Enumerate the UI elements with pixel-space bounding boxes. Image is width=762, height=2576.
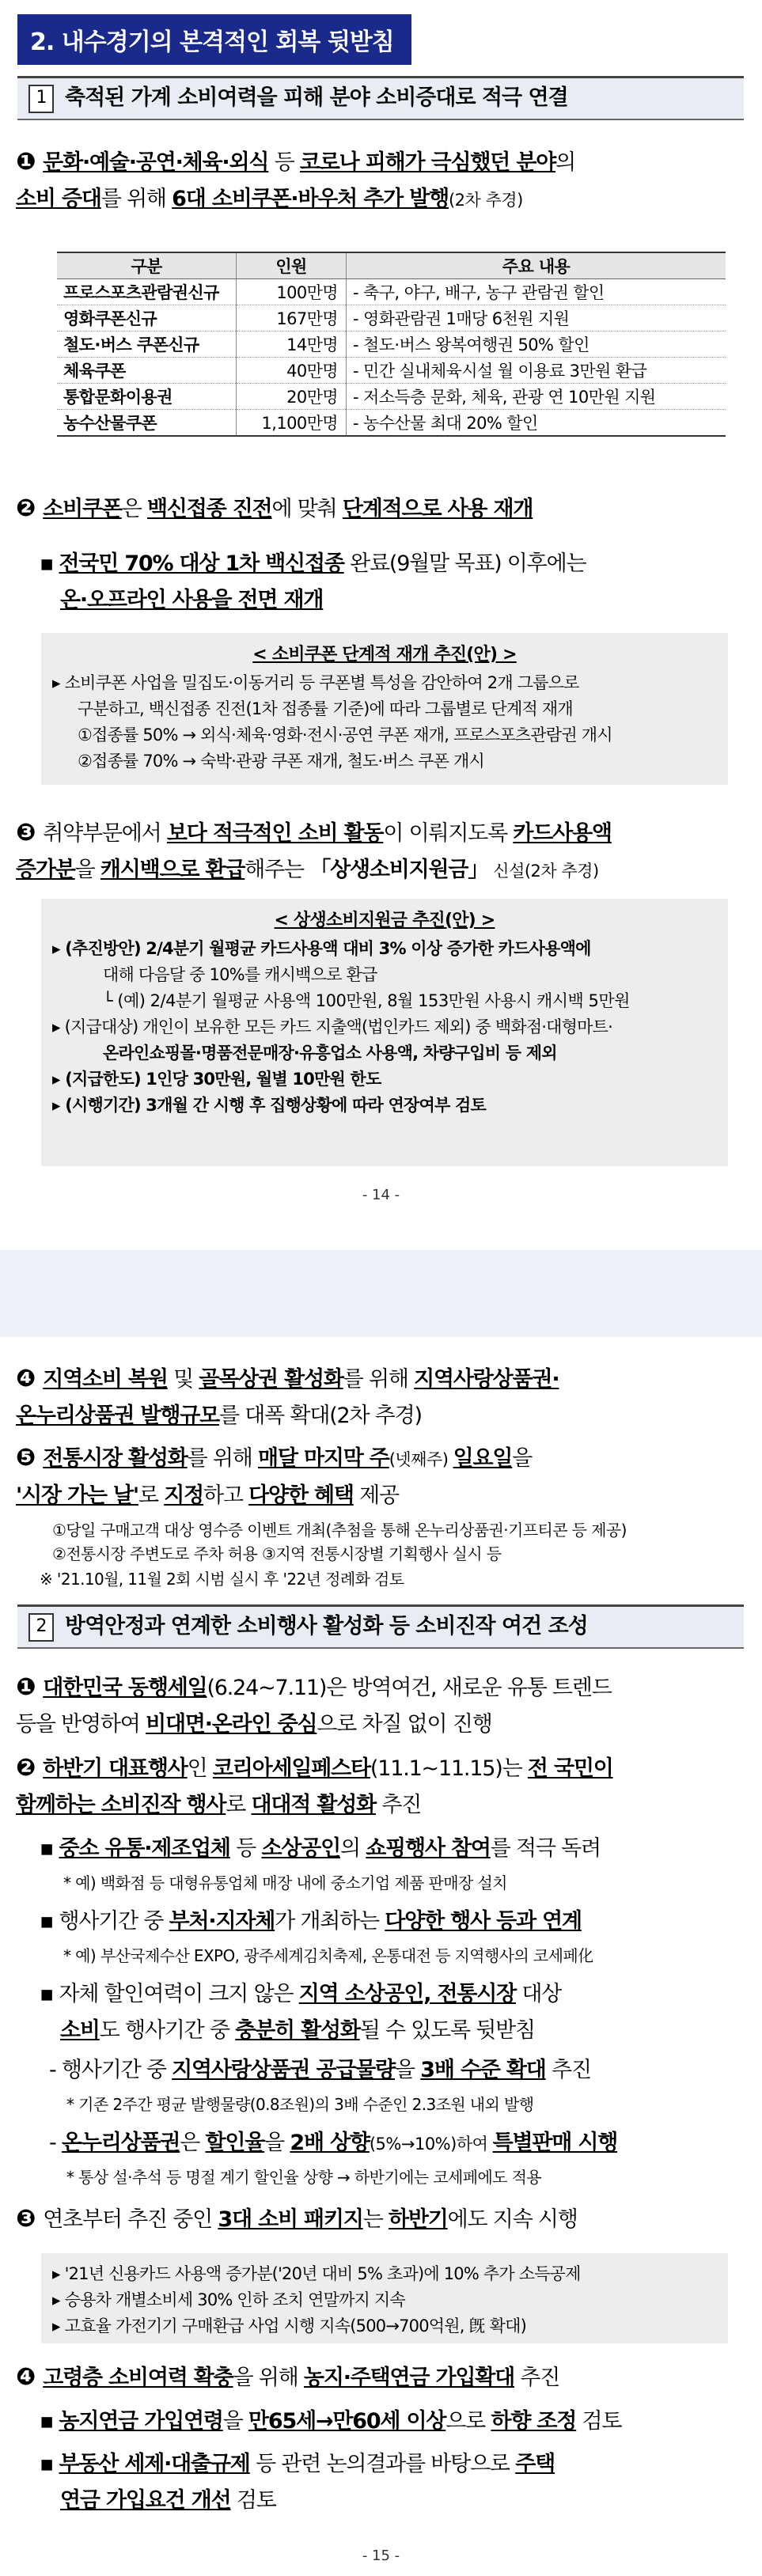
text-span: 단계적으로 사용 재개 — [342, 497, 533, 521]
text-span: 등 — [268, 150, 300, 175]
table-cell: 농수산물쿠폰 — [57, 410, 237, 437]
text-span: 제공 — [353, 1483, 399, 1508]
box-line: ▸ 승용차 개별소비세 30% 인하 조치 연말까지 지속 — [52, 2290, 405, 2309]
text-span: 으로 — [445, 2409, 491, 2434]
text-span: 「상생소비지원금」 — [309, 858, 489, 882]
text-span: 행사기간 중 — [59, 1909, 169, 1934]
item-4-paragraph — [16, 1361, 744, 1434]
table-cell: - 저소득층 문화, 체육, 관광 연 10만원 지원 — [347, 384, 726, 410]
text-span: 중소 유통·제조업체 — [59, 1836, 230, 1861]
item-5-note-3: ※ '21.10월, 11월 2회 시범 실시 후 '22년 정례화 검토 — [40, 1570, 404, 1589]
box-line: ②접종률 70% → 숙박·관광 쿠폰 재개, 철도·버스 쿠폰 개시 — [78, 752, 484, 771]
text-span: 지정 — [164, 1483, 203, 1508]
text-span: 캐시백으로 환급 — [100, 858, 245, 882]
text-span: 로 — [226, 1793, 252, 1817]
text-span: 등을 반영하여 — [16, 1712, 146, 1737]
banner-number: 1 — [28, 85, 54, 113]
item-2-bullet: ▪ 전국민 70% 대상 1차 백신접종 완료(9월말 목표) 이후에는 온·오프라인 사용을 전면 재개 — [40, 551, 586, 612]
text-span: 특별판매 시행 — [492, 2131, 618, 2155]
item-1-paragraph — [16, 144, 744, 218]
text-span: 문화·예술·공연·체육·외식 — [43, 150, 269, 175]
page-gap — [0, 1250, 762, 1337]
item-marker: ❸ — [16, 2205, 36, 2233]
text-span: (넷째주) — [389, 1450, 453, 1469]
text-span: 추진 — [545, 2058, 591, 2082]
banner-text: 방역안정과 연계한 소비행사 활성화 등 소비진작 여건 조성 — [65, 1614, 588, 1638]
text-span: 2배 상향 — [290, 2131, 370, 2155]
text-span: 자체 할인여력이 크지 않은 — [59, 1982, 299, 2006]
item-q2-paragraph — [16, 1750, 744, 1824]
text-span: 온누리상품권 — [61, 2131, 180, 2155]
table-row — [57, 279, 726, 305]
text-span: 을 위해 — [233, 2366, 304, 2390]
box-title: < 상생소비지원금 추진(안) > — [274, 911, 495, 930]
table-cell: - 축구, 야구, 배구, 농구 관람권 할인 — [347, 279, 726, 305]
text-span: 함께하는 소비진작 행사 — [16, 1793, 226, 1817]
text-span: 은 — [121, 497, 147, 521]
table-cell: 40만명 — [237, 358, 347, 384]
box-line: 대해 다음달 중 10%를 캐시백으로 환급 — [103, 965, 377, 984]
text-span: 으로 차질 없이 진행 — [317, 1712, 492, 1737]
item-marker: ❷ — [16, 1754, 36, 1782]
text-span: 을 — [74, 858, 100, 882]
item-5-paragraph — [16, 1440, 744, 1514]
table-cell: 체육쿠폰 — [57, 358, 237, 384]
text-span: 를 대폭 확대(2차 추경) — [219, 1404, 422, 1428]
text-span: 전통시장 활성화 — [43, 1446, 188, 1471]
text-span: 충분히 활성화 — [235, 2018, 360, 2043]
text-span: 추진 — [514, 2366, 560, 2390]
box-line: 온라인쇼핑몰·명품전문매장·유흥업소 사용액, 차량구입비 등 제외 — [103, 1044, 557, 1063]
text-span: (6.24~7.11)은 방역여건, 새로운 유통 트렌드 — [207, 1676, 612, 1700]
text-span: 소비쿠폰 — [43, 497, 122, 521]
q2-bullet-1: ▪ 중소 유통·제조업체 등 소상공인의 쇼핑행사 참여를 적극 독려 — [40, 1836, 601, 1861]
text-span: 온·오프라인 사용을 전면 재개 — [60, 588, 324, 612]
item-marker: ❺ — [16, 1444, 36, 1472]
text-span: 의 — [339, 1836, 366, 1861]
text-span: 에도 지속 시행 — [447, 2207, 578, 2232]
text-span: 검토 — [576, 2409, 622, 2434]
box-line: 구분하고, 백신접종 진전(1차 접종률 기준)에 따라 그룹별로 단계적 재개 — [78, 699, 573, 718]
text-span: 도 행사기간 중 — [99, 2018, 236, 2043]
text-span: 을 — [395, 2058, 421, 2082]
text-span: 할인율 — [205, 2131, 265, 2155]
table-row — [57, 358, 726, 384]
box-line: ▸ 소비쿠폰 사업을 밀집도·이동거리 등 쿠폰별 특성을 감안하여 2개 그룹으로 — [52, 673, 579, 692]
box-line: ▸ (지급한도) 1인당 30만원, 월별 10만원 한도 — [52, 1070, 381, 1089]
text-span: 를 위해 — [187, 1446, 258, 1471]
text-span: 6대 소비쿠폰·바우처 추가 발행 — [172, 187, 449, 211]
text-span: 취약부문에서 — [43, 821, 167, 846]
text-span: 코리아세일페스타 — [212, 1756, 370, 1781]
text-span: 대상 — [516, 1982, 562, 2006]
item-q4-paragraph — [16, 2359, 744, 2396]
table-row — [57, 331, 726, 358]
text-span: 비대면·온라인 중심 — [146, 1712, 317, 1737]
text-span: - 행사기간 중 — [49, 2058, 172, 2082]
table-header: 구분 — [57, 252, 237, 279]
text-span: 주택 — [515, 2452, 555, 2476]
text-span: 농지·주택연금 가입확대 — [303, 2366, 515, 2390]
table-header: 인원 — [237, 252, 347, 279]
text-span: 부처·지자체 — [169, 1909, 275, 1934]
text-span: 골목상권 활성화 — [199, 1367, 343, 1392]
text-span: (11.1~11.15)는 — [370, 1756, 528, 1781]
q2-dash-2 — [49, 2125, 753, 2162]
text-span: 다양한 혜택 — [248, 1483, 354, 1508]
text-span: 하고 — [203, 1483, 249, 1508]
text-span: 를 위해 — [343, 1367, 415, 1392]
page-number: - 14 - — [362, 1187, 400, 1203]
text-span: 신설(2차 추경) — [488, 862, 599, 881]
item-q3-paragraph — [16, 2201, 744, 2238]
item-q1-paragraph — [16, 1669, 744, 1743]
q2-bullet-1-note: * 예) 백화점 등 대형유통업체 매장 내에 중소기업 제품 판매장 설치 — [63, 1873, 507, 1892]
table-cell: - 민간 실내체육시설 월 이용료 3만원 환급 — [347, 358, 726, 384]
table-cell: 100만명 — [237, 279, 347, 305]
text-span: 전국민 70% 대상 1차 백신접종 — [59, 551, 344, 576]
text-span: - — [49, 2131, 62, 2155]
text-span: 연금 가입요건 개선 — [60, 2488, 231, 2513]
text-span: 소상공인 — [261, 1836, 340, 1861]
text-span: 대대적 활성화 — [251, 1793, 376, 1817]
text-span: 를 적극 독려 — [490, 1836, 601, 1861]
table-row — [57, 384, 726, 410]
q4-bullet-1: ▪ 농지연금 가입연령을 만65세→만60세 이상으로 하향 조정 검토 — [40, 2409, 622, 2434]
table-cell: 통합문화이용권 — [57, 384, 237, 410]
box-line: ①접종률 50% → 외식·체육·영화·전시·공연 쿠폰 재개, 프로스포츠관람권 개시 — [78, 725, 612, 744]
table-cell: 프로스포츠관람권신규 — [57, 279, 237, 305]
text-span: 온누리상품권 발행규모 — [16, 1404, 220, 1428]
box-line: ▸ (시행기간) 3개월 간 시행 후 집행상황에 따라 연장여부 검토 — [52, 1096, 486, 1115]
text-span: 을 — [222, 2409, 249, 2434]
section-title: 2. 내수경기의 본격적인 회복 뒷받침 — [17, 14, 411, 65]
text-span: 3배 수준 확대 — [420, 2058, 546, 2082]
text-span: 소비 — [60, 2018, 100, 2043]
text-span: 백신접종 진전 — [147, 497, 272, 521]
text-span: 에 맞춰 — [271, 497, 343, 521]
text-span: 해주는 — [245, 858, 310, 882]
text-span: 고령층 소비여력 확충 — [43, 2366, 233, 2390]
table-cell: 167만명 — [237, 305, 347, 331]
text-span: 을 — [512, 1446, 533, 1471]
text-span: 을 — [264, 2131, 290, 2155]
box-line: └ (예) 2/4분기 월평균 사용액 100만원, 8월 153만원 사용시 캐시백 5만원 — [103, 991, 630, 1010]
text-span: 코로나 피해가 극심했던 분야 — [299, 150, 556, 175]
table-cell: 14만명 — [237, 331, 347, 358]
text-span: 하향 조정 — [491, 2409, 577, 2434]
text-span: 가 개최하는 — [275, 1909, 385, 1934]
text-span: 하반기 — [388, 2207, 448, 2232]
support-fund-box — [41, 899, 728, 1166]
table-cell: 영화쿠폰신규 — [57, 305, 237, 331]
q2-dash-1-note: * 기존 2주간 평균 발행물량(0.8조원)의 3배 수준인 2.3조원 내외 발행 — [66, 2095, 534, 2114]
table-cell: 20만명 — [237, 384, 347, 410]
text-span: 를 위해 — [100, 187, 172, 211]
item-marker: ❹ — [16, 2363, 36, 2391]
text-span: 지역사랑상품권 공급물량 — [172, 2058, 396, 2082]
text-span: 지역 소상공인, 전통시장 — [298, 1982, 516, 2006]
text-span: 등 관련 논의결과를 바탕으로 — [249, 2452, 516, 2476]
item-marker: ❶ — [16, 1673, 36, 1701]
text-span: 증가분 — [16, 858, 75, 882]
text-span: 는 — [362, 2207, 389, 2232]
text-span: 검토 — [230, 2488, 276, 2513]
table-cell: 1,100만명 — [237, 410, 347, 437]
q2-bullet-2: ▪ 행사기간 중 부처·지자체가 개최하는 다양한 행사 등과 연계 — [40, 1909, 582, 1934]
box-title: < 소비쿠폰 단계적 재개 추진(안) > — [252, 645, 517, 665]
item-2-paragraph — [16, 491, 744, 528]
item-marker: ❸ — [16, 819, 36, 847]
text-span: 완료(9월말 목표) 이후에는 — [343, 551, 586, 576]
text-span: (2차 추경) — [448, 191, 523, 210]
text-span: 대한민국 동행세일 — [43, 1676, 207, 1700]
text-span: 다양한 행사 등과 연계 — [385, 1909, 582, 1934]
text-span: 지역소비 복원 — [43, 1367, 168, 1392]
q2-bullet-2-note: * 예) 부산국제수산 EXPO, 광주세계김치축제, 온통대전 등 지역행사의 코세페化 — [63, 1946, 593, 1965]
page-number: - 15 - — [362, 2548, 400, 2564]
table-header-row — [57, 252, 726, 279]
text-span: 매달 마지막 주 — [258, 1446, 389, 1471]
text-span: 전 국민이 — [527, 1756, 613, 1781]
item-5-note-2: ②전통시장 주변도로 주차 허용 ③지역 전통시장별 기획행사 실시 등 — [52, 1544, 502, 1563]
text-span: 연초부터 추진 중인 — [43, 2207, 218, 2232]
text-span: 은 — [180, 2131, 206, 2155]
q4-bullet-2: ▪ 부동산 세제·대출규제 등 관련 논의결과를 바탕으로 주택 연금 가입요건 개선 검토 — [40, 2452, 555, 2513]
box-line: ▸ (지급대상) 개인이 보유한 모든 카드 지출액(법인카드 제외) 중 백화점·대형마트· — [52, 1017, 613, 1036]
table-cell: - 철도·버스 왕복여행권 50% 할인 — [347, 331, 726, 358]
item-marker: ❷ — [16, 494, 36, 522]
coupon-restart-box — [41, 633, 728, 785]
item-marker: ❶ — [16, 148, 36, 176]
box-line: ▸ 고효율 가전기기 구매환급 사업 시행 지속(500→700억원, 旣 확대) — [52, 2317, 526, 2335]
box-line: ▸ (추진방안) 2/4분기 월평균 카드사용액 대비 3% 이상 증가한 카드사용액에 — [52, 939, 591, 958]
subsection-banner-1 — [17, 76, 744, 120]
page-14 — [0, 0, 762, 1250]
subsection-banner-2 — [17, 1604, 744, 1649]
text-span: 소비 증대 — [16, 187, 101, 211]
text-span: 만65세→만60세 이상 — [248, 2409, 446, 2434]
text-span: 로 — [138, 1483, 165, 1508]
table-header: 주요 내용 — [347, 252, 726, 279]
text-span: 쇼핑행사 참여 — [366, 1836, 491, 1861]
table-cell: - 영화관람권 1매당 6천원 지원 — [347, 305, 726, 331]
item-3-paragraph — [16, 815, 744, 889]
text-span: 인 — [187, 1756, 213, 1781]
text-span: 부동산 세제·대출규제 — [59, 2452, 250, 2476]
text-span: 및 — [167, 1367, 199, 1392]
table-cell: 철도·버스 쿠폰신규 — [57, 331, 237, 358]
voucher-table — [57, 252, 726, 437]
text-span: 보다 적극적인 소비 활동 — [166, 821, 384, 846]
text-span: 3대 소비 패키지 — [218, 2207, 363, 2232]
q2-bullet-3: ▪ 자체 할인여력이 크지 않은 지역 소상공인, 전통시장 대상 소비도 행사기간 중 충분히 활성화될 수 있도록 뒷받침 — [40, 1982, 562, 2043]
q2-dash-2-note: * 통상 설·추석 등 명절 계기 할인율 상향 → 하반기에는 코세페에도 적용 — [66, 2168, 542, 2187]
text-span: 이 이뤄지도록 — [383, 821, 514, 846]
consumption-package-box — [41, 2253, 728, 2343]
table-row — [57, 305, 726, 331]
item-5-note-1: ①당일 구매고객 대상 영수증 이벤트 개최(추첨을 통해 온누리상품권·기프티콘 등 제공) — [52, 1521, 627, 1540]
banner-text: 축적된 가계 소비여력을 피해 분야 소비증대로 적극 연결 — [65, 85, 568, 110]
text-span: 일요일 — [453, 1446, 513, 1471]
text-span: (5%→10%)하여 — [369, 2135, 493, 2154]
q2-dash-1 — [49, 2052, 753, 2089]
text-span: 지역사랑상품권· — [414, 1367, 559, 1392]
banner-number: 2 — [28, 1613, 54, 1642]
text-span: 등 — [229, 1836, 262, 1861]
text-span: 추진 — [376, 1793, 422, 1817]
text-span: 의 — [555, 150, 575, 175]
text-span: 될 수 있도록 뒷받침 — [359, 2018, 535, 2043]
box-line: ▸ '21년 신용카드 사용액 증가분('20년 대비 5% 초과)에 10% 추가 소득공제 — [52, 2264, 581, 2283]
text-span: 하반기 대표행사 — [43, 1756, 188, 1781]
table-cell: - 농수산물 최대 20% 할인 — [347, 410, 726, 437]
text-span: 농지연금 가입연령 — [59, 2409, 223, 2434]
text-span: 카드사용액 — [513, 821, 612, 846]
table-row — [57, 410, 726, 437]
item-marker: ❹ — [16, 1365, 36, 1392]
page-15 — [0, 1337, 762, 2576]
text-span: '시장 가는 날' — [16, 1483, 138, 1508]
